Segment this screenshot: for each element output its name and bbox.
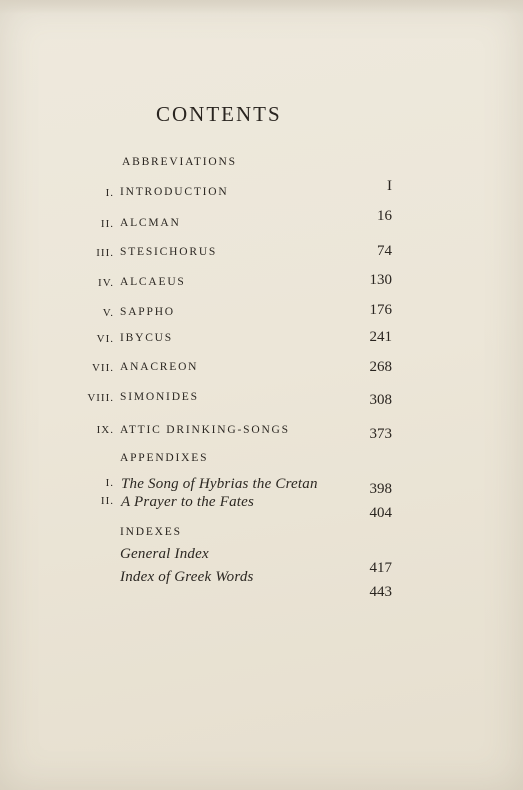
chapter-number: VI. <box>96 333 114 345</box>
chapter-number: I. <box>105 187 114 199</box>
chapter-number: V. <box>102 307 114 319</box>
page-title: CONTENTS <box>156 102 282 126</box>
chapter-number: IX. <box>96 424 114 436</box>
chapter-label: SIMONIDES <box>120 391 199 403</box>
chapter-number: II. <box>100 218 114 230</box>
chapter-number: III. <box>96 247 114 259</box>
appendix-number: II. <box>100 495 114 507</box>
page-number: 268 <box>369 359 392 375</box>
page-number: 130 <box>369 272 392 288</box>
chapter-number: IV. <box>98 277 114 289</box>
appendix-number: I. <box>105 477 114 489</box>
page-number: 417 <box>369 560 392 576</box>
page-number: 404 <box>369 505 392 521</box>
appendix-label: A Prayer to the Fates <box>121 494 255 510</box>
page-number: 176 <box>369 302 392 318</box>
chapter-number: VII. <box>91 362 114 374</box>
page-number: 241 <box>369 329 392 345</box>
index-label: General Index <box>120 546 209 562</box>
page-number: 74 <box>377 243 392 259</box>
appendixes-heading: APPENDIXES <box>120 452 209 464</box>
chapter-label: ALCMAN <box>120 217 181 229</box>
page-number: 16 <box>377 208 392 224</box>
appendix-label: The Song of Hybrias the Cretan <box>121 476 318 492</box>
indexes-heading: INDEXES <box>120 526 182 538</box>
abbreviations-heading: ABBREVIATIONS <box>122 156 237 168</box>
index-label: Index of Greek Words <box>120 569 254 585</box>
chapter-label: IBYCUS <box>120 332 173 344</box>
page-number: I <box>387 178 392 194</box>
chapter-label: SAPPHO <box>120 306 175 318</box>
chapter-label: INTRODUCTION <box>120 186 229 198</box>
page-number: 373 <box>369 426 392 442</box>
chapter-label: ALCAEUS <box>120 276 186 288</box>
chapter-label: ANACREON <box>120 361 199 373</box>
page-number: 443 <box>369 584 392 600</box>
chapter-label: STESICHORUS <box>120 246 218 258</box>
page-number: 398 <box>369 481 392 497</box>
chapter-label: ATTIC DRINKING-SONGS <box>120 424 290 436</box>
page-number: 308 <box>369 392 392 408</box>
chapter-number: VIII. <box>87 392 114 404</box>
